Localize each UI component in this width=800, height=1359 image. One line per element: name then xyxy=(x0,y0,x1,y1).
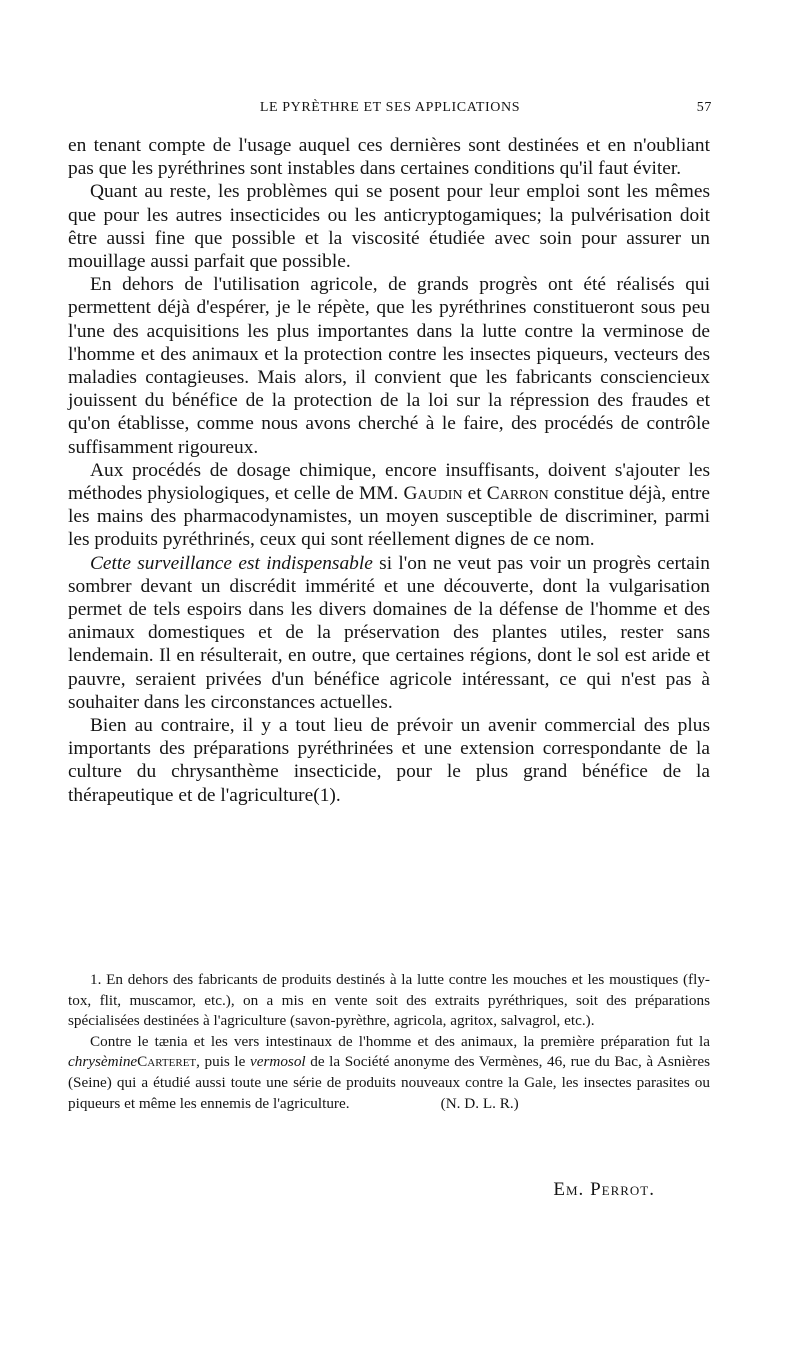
paragraph-4-part-a: Aux procédés de dosage chimique, encore insuffisants, doivent s'ajouter les méthodes physiologiques, et celle de MM. xyxy=(68,459,710,505)
footnote-reference: (1) xyxy=(313,784,336,806)
signature xyxy=(553,1179,655,1201)
running-header xyxy=(68,100,712,122)
footnote-2-part-b: , puis le xyxy=(196,1053,250,1071)
paragraph-5-emphasis: Cette surveillance est indispensable xyxy=(90,552,373,574)
editor-note: (N. D. L. R.) xyxy=(440,1094,519,1112)
author-name-gaudin: Gaudin xyxy=(403,483,463,505)
footnote-2-emphasis-1: chrysèmine xyxy=(68,1053,138,1071)
footnote-1: 1. En dehors des fabricants de produits destinés à la lutte contre les mouches et les moustiques (fly-tox, flit, muscamor, etc.), on a mis en vente soit des extraits pyréthriques, soit des préparations spécialisées destinées à l'agriculture (savon-pyrèthre, agricola, agritox, salvagrol, etc.). xyxy=(68,971,710,1030)
page-number: 57 xyxy=(696,100,712,115)
running-title: LE PYRÈTHRE ET SES APPLICATIONS xyxy=(259,100,521,115)
paragraph-4 xyxy=(68,459,710,552)
footnote-2 xyxy=(68,1032,710,1114)
main-text xyxy=(68,134,710,807)
footnote-2-part-c: de la Société anonyme des Vermènes, 46, rue du Bac, à Asnières (Seine) qui a étudié aussi toute une série de produits nouveaux contre la Gale, les insectes parasites ou piqueurs et même les ennemis de l'agriculture. xyxy=(68,1053,710,1112)
paragraph-5-rest: si l'on ne veut pas voir un progrès certain sombrer devant un discrédit immérité et une découverte, dont la vulgarisation permet de tels espoirs dans les divers domaines de la défense de l'homme et des animaux domestiques et de la préservation des plantes utiles, rester sans lendemain. Il en résulterait, en outre, que certaines régions, dont le sol est aride et pauvre, seraient privées d'un bénéfice agricole intéressant, ce qui n'est pas à souhaiter dans les circonstances actuelles. xyxy=(68,552,710,713)
paragraph-2: Quant au reste, les problèmes qui se posent pour leur emploi sont les mêmes que pour les autres insecticides ou les anticryptogamiques; la pulvérisation doit être aussi fine que possible et la viscosité étudiée avec soin pour assurer un mouillage aussi parfait que possible. xyxy=(68,181,710,273)
paragraph-4-part-b: et xyxy=(462,483,487,505)
footnote-2-part-a: Contre le tænia et les vers intestinaux de l'homme et des animaux, la première préparation fut la xyxy=(90,1032,710,1050)
paragraph-6-text: Bien au contraire, il y a tout lieu de prévoir un avenir commercial des plus importants des préparations pyréthrinées et une extension correspondante de la culture du chrysanthème insecticide, pour le plus grand bénéfice de la thérapeutique et de l'agriculture xyxy=(68,715,710,806)
author-name-carron: Carron xyxy=(486,483,549,505)
paragraph-4-part-c: constitue déjà, entre les mains des pharmacodynamistes, un moyen susceptible de discriminer, parmi les produits pyréthrinés, ceux qui sont réellement dignes de ce nom. xyxy=(68,483,710,551)
paragraph-6 xyxy=(68,714,710,807)
paragraph-1: en tenant compte de l'usage auquel ces dernières sont destinées et en n'oubliant pas que les pyréthrines sont instables dans certaines conditions qu'il faut éviter. xyxy=(68,135,710,180)
footnote-2-name: Carteret xyxy=(137,1053,197,1071)
footnote-2-emphasis-2: vermosol xyxy=(249,1053,306,1071)
paragraph-6-end: . xyxy=(335,784,341,806)
paragraph-3: En dehors de l'utilisation agricole, de grands progrès ont été réalisés qui permettent déjà d'espérer, je le répète, que les pyréthrines constitueront sous peu l'une des acquisitions les plus importantes dans la lutte contre la verminose de l'homme et des animaux et la protection contre les insectes piqueurs, vecteurs des maladies contagieuses. Mais alors, il convient que les fabricants consciencieux jouissent du bénéfice de la protection de la loi sur la répression des fraudes et qu'on établisse, comme nous avons cherché à le faire, des procédés de contrôle suffisamment rigoureux. xyxy=(68,274,710,458)
paragraph-5 xyxy=(68,552,710,714)
footnote-2-spacer xyxy=(350,1095,441,1112)
signature-name: Perrot. xyxy=(590,1179,655,1200)
signature-initial: Em. xyxy=(553,1179,591,1200)
footnote-block xyxy=(68,970,710,1114)
